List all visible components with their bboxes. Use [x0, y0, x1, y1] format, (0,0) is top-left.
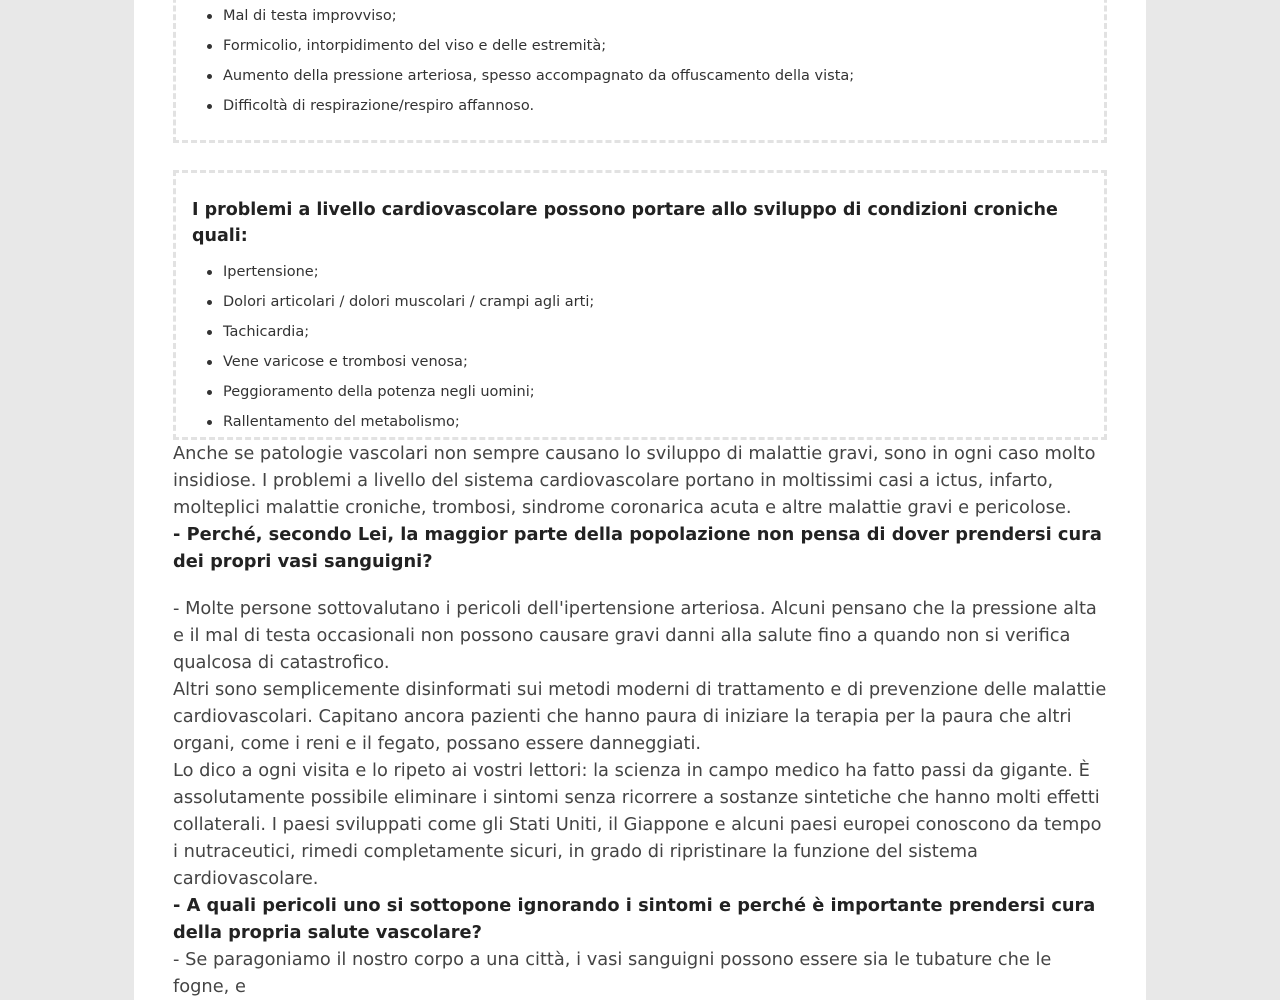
- list-item: Vene varicose e trombosi venosa;: [223, 347, 1088, 377]
- list-item: Aumento della pressione arteriosa, spesso accompagnato da offuscamento della vista;: [223, 61, 1088, 91]
- chronic-conditions-list: [192, 257, 1088, 437]
- interview-question-1: - Perché, secondo Lei, la maggior parte della popolazione non pensa di dover prendersi cura dei propri vasi sanguigni?: [173, 524, 1102, 572]
- list-item: Peggioramento della potenza negli uomini;: [223, 377, 1088, 407]
- intro-paragraph: Anche se patologie vascolari non sempre causano lo sviluppo di malattie gravi, sono in ogni caso molto insidiose. I problemi a livello del sistema cardiovascolare portano in moltissimi casi a ictus, infarto, molteplici malattie croniche, trombosi, sindrome coronarica acuta e altre malattie gravi e pericolose.: [173, 443, 1096, 518]
- bullet-icon: [207, 390, 212, 395]
- bullet-icon: [207, 270, 212, 275]
- list-item: Difficoltà di respirazione/respiro affannoso.: [223, 91, 1088, 121]
- list-item: Tachicardia;: [223, 317, 1088, 347]
- symptoms-list: [192, 1, 1088, 121]
- bullet-icon: [207, 74, 212, 79]
- answer-2-paragraph: - Se paragoniamo il nostro corpo a una città, i vasi sanguigni possono essere sia le tubature che le fogne, e: [173, 949, 1052, 997]
- bullet-icon: [207, 44, 212, 49]
- bullet-icon: [207, 330, 212, 335]
- list-item: Formicolio, intorpidimento del viso e delle estremità;: [223, 31, 1088, 61]
- article-content: [173, 0, 1107, 1000]
- bullet-icon: [207, 300, 212, 305]
- answer-1-paragraph-b: Altri sono semplicemente disinformati sui metodi moderni di trattamento e di prevenzione delle malattie cardiovascolari. Capitano ancora pazienti che hanno paura di iniziare la terapia per la paura che altri organi, come i reni e il fegato, possano essere danneggiati.: [173, 679, 1107, 754]
- bullet-icon: [207, 14, 212, 19]
- interview-question-2: - A quali pericoli uno si sottopone ignorando i sintomi e perché è importante prendersi cura della propria salute vascolare?: [173, 895, 1096, 943]
- bullet-icon: [207, 360, 212, 365]
- list-item: Rallentamento del metabolismo;: [223, 407, 1088, 437]
- symptoms-box: [173, 0, 1107, 143]
- answer-1-paragraph-a: - Molte persone sottovalutano i pericoli dell'ipertensione arteriosa. Alcuni pensano che la pressione alta e il mal di testa occasionali non possono causare gravi danni alla salute fino a quando non si verifica qualcosa di catastrofico.: [173, 598, 1097, 673]
- list-item: Mal di testa improvviso;: [223, 1, 1088, 31]
- bullet-icon: [207, 420, 212, 425]
- list-item: Dolori articolari / dolori muscolari / crampi agli arti;: [223, 287, 1088, 317]
- chronic-conditions-title: I problemi a livello cardiovascolare possono portare allo sviluppo di condizioni croniche quali:: [192, 200, 1058, 246]
- bullet-icon: [207, 104, 212, 109]
- article-page: [134, 0, 1146, 1000]
- chronic-conditions-box: [173, 170, 1107, 440]
- interview-answer-1: [173, 595, 1107, 892]
- list-item: Ipertensione;: [223, 257, 1088, 287]
- answer-1-paragraph-c: Lo dico a ogni visita e lo ripeto ai vostri lettori: la scienza in campo medico ha fatto passi da gigante. È assolutamente possibile eliminare i sintomi senza ricorrere a sostanze sintetiche che hanno molti effetti collaterali. I paesi sviluppati come gli Stati Uniti, il Giappone e alcuni paesi europei conoscono da tempo i nutraceutici, rimedi completamente sicuri, in grado di ripristinare la funzione del sistema cardiovascolare.: [173, 760, 1102, 889]
